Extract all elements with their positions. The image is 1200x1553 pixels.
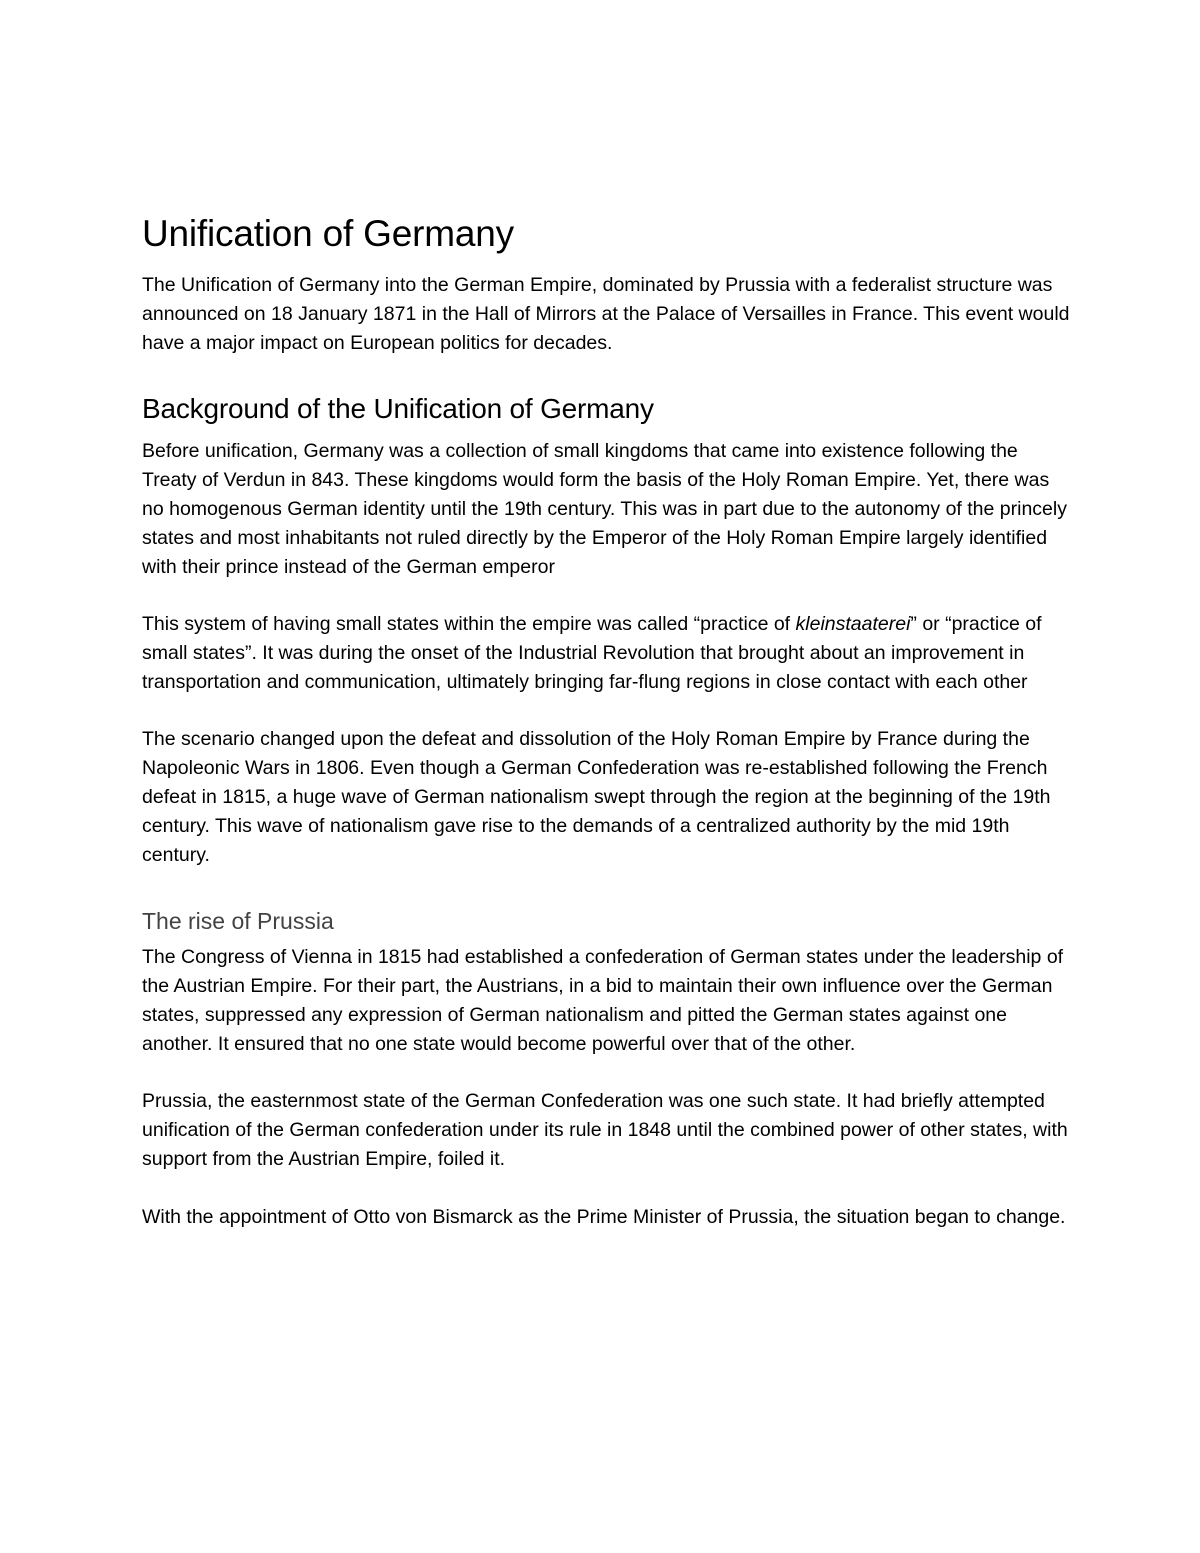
background-paragraph-3: The scenario changed upon the defeat and dissolution of the Holy Roman Empire by France during the Napoleonic Wars in 1806. Even though a German Confederation was re-established following the French defeat in 1815, a huge wave of German nationalism swept through the region at the beginning of the 19th century. This wave of nationalism gave rise to the demands of a centralized authority by the mid 19th century. <box>142 728 1051 866</box>
prussia-paragraph-1: The Congress of Vienna in 1815 had established a confederation of German states under the leadership of the Austrian Empire. For their part, the Austrians, in a bid to maintain their own influence over the German states, suppressed any expression of German nationalism and pitted the German states against one another. It ensured that no one state would become powerful over that of the other. <box>142 946 1064 1055</box>
document-title: Unification of Germany <box>142 213 514 254</box>
background-paragraph-2 <box>142 610 1072 696</box>
background-heading: Background of the Unification of Germany <box>142 393 654 425</box>
prussia-paragraph-3: With the appointment of Otto von Bismarck as the Prime Minister of Prussia, the situation began to change. <box>142 1205 1066 1228</box>
document-page <box>142 205 1072 1231</box>
background-paragraph-2-end: ” or “practice of small states”. It was during the onset of the Industrial Revolution that brought about an improvement in transportation and communication, ultimately bringing far-flung regions in close contact with each other <box>142 613 1042 693</box>
prussia-heading: The rise of Prussia <box>142 908 334 935</box>
kleinstaaterei-term: kleinstaaterei <box>795 613 911 636</box>
background-paragraph-2-start: This system of having small states within the empire was called “practice of <box>142 613 796 636</box>
prussia-paragraph-2: Prussia, the easternmost state of the German Confederation was one such state. It had briefly attempted unification of the German confederation under its rule in 1848 until the combined power of other states, with support from the Austrian Empire, foiled it. <box>142 1090 1068 1170</box>
intro-paragraph: The Unification of Germany into the German Empire, dominated by Prussia with a federalist structure was announced on 18 January 1871 in the Hall of Mirrors at the Palace of Versailles in France. This event would have a major impact on European politics for decades. <box>142 274 1070 354</box>
background-paragraph-1: Before unification, Germany was a collection of small kingdoms that came into existence following the Treaty of Verdun in 843. These kingdoms would form the basis of the Holy Roman Empire. Yet, there was no homogenous German identity until the 19th century. This was in part due to the autonomy of the princely states and most inhabitants not ruled directly by the Emperor of the Holy Roman Empire largely identified with their prince instead of the German emperor <box>142 440 1067 578</box>
